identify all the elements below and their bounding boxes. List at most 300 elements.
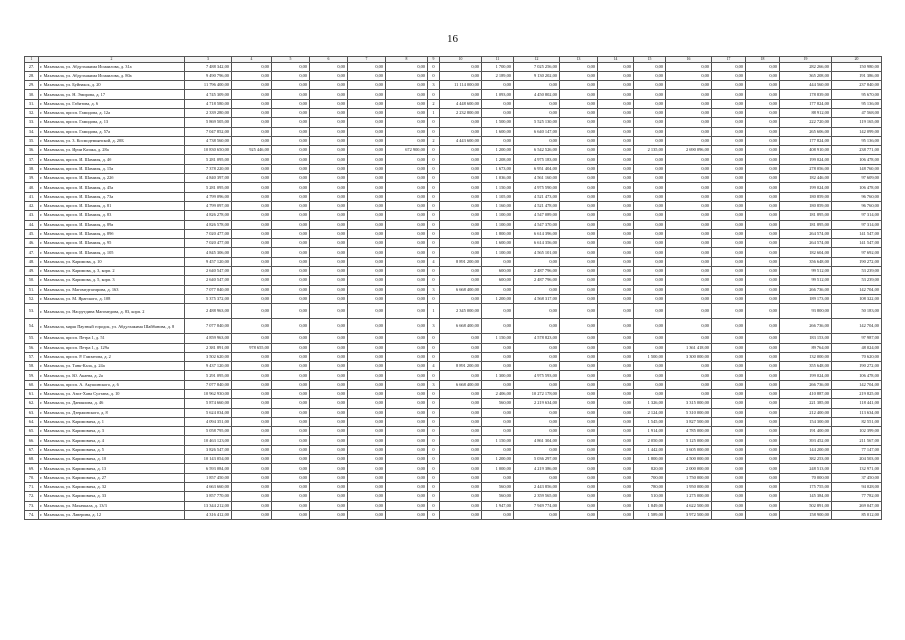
amount-cell: 0,00 [746,371,780,380]
amount-cell: 0,00 [598,164,634,173]
amount-cell: 0,00 [712,257,746,266]
amount-cell: 95 136,00 [832,136,882,145]
amount-cell: 2 690 096,00 [666,146,712,155]
amount-cell: 4 448 600,00 [440,99,482,108]
row-number-cell: 47. [25,248,39,257]
amount-cell: 0,00 [514,427,560,436]
amount-cell: 97 609,00 [832,174,882,183]
amount-cell: 7 047 852,00 [185,127,232,136]
table-row [25,201,882,210]
amount-cell: 0,00 [514,257,560,266]
amount-cell: 0,00 [666,201,712,210]
amount-cell: 0,00 [514,285,560,294]
amount-cell: 0,00 [310,71,348,80]
amount-cell: 113 634,00 [832,408,882,417]
amount-cell: 0,00 [712,427,746,436]
address-cell: г. Махачкала, ул. Каримовича, д. 3 [39,427,185,436]
amount-cell: 264 574,00 [780,239,832,248]
amount-cell: 0,00 [712,319,746,334]
amount-cell: 0,00 [232,174,272,183]
amount-cell: 0,00 [232,390,272,399]
amount-cell: 0,00 [348,257,386,266]
amount-cell: 0,00 [634,380,666,389]
amount-cell: 3 300 000,00 [666,352,712,361]
count-cell: 0 [428,267,440,276]
address-cell: г. Махачкала, ул. Каримовича, д. 5 [39,445,185,454]
table-row [25,267,882,276]
amount-cell: 158 900,00 [780,510,832,519]
amount-cell: 0,00 [272,482,310,491]
amount-cell: 0,00 [310,155,348,164]
amount-cell: 0,00 [232,164,272,173]
amount-cell: 89 764,00 [780,343,832,352]
amount-cell: 0,00 [482,510,514,519]
count-cell: 1 [428,304,440,319]
amount-cell: 0,00 [348,248,386,257]
amount-cell: 0,00 [348,436,386,445]
amount-cell: 0,00 [746,473,780,482]
count-cell: 4 [428,257,440,266]
amount-cell: 0,00 [232,334,272,343]
amount-cell: 0,00 [666,285,712,294]
amount-cell: 0,00 [386,248,428,257]
table-row [25,183,882,192]
amount-cell: 0,00 [348,201,386,210]
address-cell: г. Махачкала, просп. И. Шамиля, д. 89а [39,220,185,229]
amount-cell: 0,00 [440,492,482,501]
count-cell: 0 [428,276,440,285]
amount-cell: 6 614 396,00 [514,229,560,238]
amount-cell: 47 568,00 [832,108,882,117]
amount-cell: 183 153,00 [780,334,832,343]
amount-cell: 0,00 [386,276,428,285]
amount-cell: 0,00 [712,146,746,155]
amount-cell: 0,00 [232,352,272,361]
amount-cell: 0,00 [634,294,666,303]
amount-cell: 0,00 [440,183,482,192]
amount-cell: 2 135,00 [634,146,666,155]
amount-cell: 0,00 [386,201,428,210]
table-row [25,510,882,519]
amount-cell: 0,00 [598,427,634,436]
amount-cell: 2 443 856,00 [514,482,560,491]
amount-cell: 0,00 [386,482,428,491]
amount-cell: 4 547 089,00 [514,211,560,220]
table-row [25,319,882,334]
amount-cell: 0,00 [348,90,386,99]
amount-cell: 0,00 [348,408,386,417]
amount-cell: 0,00 [560,62,598,71]
amount-cell: 0,00 [310,371,348,380]
amount-cell: 356 648,00 [780,257,832,266]
amount-cell: 0,00 [712,81,746,90]
amount-cell: 264 574,00 [780,229,832,238]
amount-cell: 0,00 [598,183,634,192]
amount-cell: 4 568 317,00 [514,294,560,303]
amount-cell: 0,00 [514,473,560,482]
amount-cell: 1 849,00 [634,501,666,510]
amount-cell: 8 891 200,00 [440,362,482,371]
amount-cell: 0,00 [598,71,634,80]
address-cell: г. Махачкала, просп. И. Шамиля, д. 4б [39,155,185,164]
amount-cell: 0,00 [440,71,482,80]
amount-cell: 560,00 [482,399,514,408]
amount-cell: 4 826 578,00 [185,220,232,229]
amount-cell: 0,00 [560,294,598,303]
amount-cell: 0,00 [272,362,310,371]
count-cell: 0 [428,436,440,445]
count-cell: 0 [428,62,440,71]
table-row [25,445,882,454]
column-number-cell: 10 [440,57,482,63]
address-cell: г. Махачкала, ул. Абдулхакима Исмаилова, д. 31а [39,62,185,71]
amount-cell: 0,00 [746,201,780,210]
amount-cell: 0,00 [386,510,428,519]
count-cell: 1 [428,108,440,117]
amount-cell: 0,00 [232,510,272,519]
amount-cell: 0,00 [712,445,746,454]
amount-cell: 0,00 [560,90,598,99]
amount-cell: 0,00 [746,164,780,173]
amount-cell: 0,00 [232,319,272,334]
amount-cell: 0,00 [272,285,310,294]
amount-cell: 0,00 [712,174,746,183]
amount-cell: 142 704,00 [832,285,882,294]
count-cell: 3 [428,81,440,90]
amount-cell: 0,00 [634,127,666,136]
amount-cell: 0,00 [482,319,514,334]
amount-cell: 0,00 [482,99,514,108]
address-cell: г. Махачкала, ул. Каримовича, д. 32 [39,482,185,491]
amount-cell: 0,00 [310,211,348,220]
address-cell: г. Махачкала, ул. Каримовича, д. 1 [39,417,185,426]
amount-cell: 0,00 [272,473,310,482]
amount-cell: 0,00 [386,334,428,343]
row-number-cell: 43. [25,211,39,220]
amount-cell: 5 291 095,00 [185,371,232,380]
amount-cell: 4 561 160,00 [514,174,560,183]
amount-cell: 199 024,00 [780,155,832,164]
amount-cell: 4 500 000,00 [666,455,712,464]
table-row [25,127,882,136]
amount-cell: 0,00 [560,108,598,117]
amount-cell: 0,00 [746,267,780,276]
amount-cell: 0,00 [348,146,386,155]
amount-cell: 0,00 [746,445,780,454]
amount-cell: 355 648,00 [780,362,832,371]
amount-cell: 0,00 [634,201,666,210]
amount-cell: 0,00 [348,482,386,491]
amount-cell: 0,00 [348,343,386,352]
amount-cell: 4 975 590,00 [514,183,560,192]
address-cell: г. Махачкала, ул. Каримовича, д. 10 [39,455,185,464]
amount-cell: 0,00 [514,352,560,361]
amount-cell: 0,00 [232,436,272,445]
row-number-cell: 67. [25,445,39,454]
amount-cell: 0,00 [272,267,310,276]
amount-cell: 0,00 [666,304,712,319]
amount-cell: 4 521 478,00 [514,201,560,210]
address-cell: г. Махачкала, просп. Петра 1, д. 51 [39,334,185,343]
amount-cell: 0,00 [666,192,712,201]
amount-cell: 0,00 [348,99,386,108]
amount-cell: 106 478,00 [832,371,882,380]
amount-cell: 0,00 [712,343,746,352]
amount-cell: 4 861 304,00 [514,436,560,445]
amount-cell: 0,00 [560,183,598,192]
amount-cell: 5 125 000,00 [666,436,712,445]
amount-cell: 0,00 [232,239,272,248]
amount-cell: 0,00 [310,99,348,108]
amount-cell: 2 345 000,00 [440,304,482,319]
address-cell: г. Махачкала, ул. Ю. Акаева, д. 2а [39,371,185,380]
amount-cell: 0,00 [310,408,348,417]
amount-cell: 0,00 [560,127,598,136]
amount-cell: 97 987,00 [832,334,882,343]
amount-cell: 0,00 [712,276,746,285]
amount-cell: 0,00 [746,408,780,417]
amount-cell: 0,00 [598,334,634,343]
count-cell: 4 [428,362,440,371]
amount-cell: 0,00 [348,304,386,319]
amount-cell: 0,00 [514,108,560,117]
amount-cell: 1 361 418,00 [666,343,712,352]
row-number-cell: 48. [25,257,39,266]
amount-cell: 0,00 [348,183,386,192]
amount-cell: 222 720,00 [780,118,832,127]
address-cell: г. Махачкала, ул. 3. Космодемьянской, д. 20Б [39,136,185,145]
amount-cell: 0,00 [666,81,712,90]
amount-cell: 0,00 [634,285,666,294]
amount-cell: 102 399,00 [832,427,882,436]
amount-cell: 0,00 [272,492,310,501]
amount-cell: 0,00 [482,380,514,389]
address-cell: г. Махачкала, просп. Гамидова, д. 13 [39,118,185,127]
row-number-cell: 41. [25,192,39,201]
table-row [25,427,882,436]
amount-cell: 0,00 [232,399,272,408]
amount-cell: 0,00 [440,90,482,99]
amount-cell: 0,00 [712,294,746,303]
amount-cell: 0,00 [440,239,482,248]
amount-cell: 0,00 [272,183,310,192]
amount-cell: 0,00 [560,174,598,183]
amount-cell: 4 578 823,00 [514,334,560,343]
address-cell: г. Махачкала, ул. Каримовича, д. 4 [39,436,185,445]
amount-cell: 0,00 [272,192,310,201]
amount-cell: 0,00 [232,220,272,229]
amount-cell: 1 857 450,00 [185,473,232,482]
amount-cell: 0,00 [272,90,310,99]
amount-cell: 0,00 [440,294,482,303]
amount-cell: 0,00 [598,417,634,426]
amount-cell: 53 239,00 [832,267,882,276]
amount-cell: 0,00 [272,99,310,108]
count-cell: 0 [428,127,440,136]
amount-cell: 6 593 084,00 [185,464,232,473]
amount-cell: 1 326,00 [634,399,666,408]
amount-cell: 0,00 [482,362,514,371]
amount-cell: 0,00 [712,334,746,343]
amount-cell: 1 100,00 [482,220,514,229]
amount-cell: 97 314,00 [832,211,882,220]
amount-cell: 266 736,00 [780,319,832,334]
amount-cell: 0,00 [712,482,746,491]
column-number-cell: 5 [272,57,310,63]
amount-cell: 4 521 473,00 [514,192,560,201]
amount-cell: 190 272,00 [832,362,882,371]
amount-cell: 5 281 095,00 [185,183,232,192]
amount-cell: 0,00 [598,285,634,294]
amount-cell: 0,00 [348,445,386,454]
table-row [25,304,882,319]
amount-cell: 10 830 650,00 [185,146,232,155]
count-cell: 3 [428,285,440,294]
amount-cell: 0,00 [712,492,746,501]
amount-cell: 0,00 [746,90,780,99]
count-cell: 0 [428,174,440,183]
amount-cell: 5 281 095,00 [185,155,232,164]
address-cell: г. Махачкала, ул. Даниялова, д. 46 [39,399,185,408]
row-number-cell: 57. [25,352,39,361]
row-number-cell: 29. [25,81,39,90]
amount-cell: 0,00 [386,445,428,454]
amount-cell: 0,00 [666,229,712,238]
amount-cell: 0,00 [560,399,598,408]
count-cell: 3 [428,319,440,334]
amount-cell: 248 513,00 [780,464,832,473]
amount-cell: 5 525 130,00 [514,118,560,127]
amount-cell: 502 891,00 [780,501,832,510]
amount-cell: 7 077 840,00 [185,285,232,294]
amount-cell: 96 760,00 [832,192,882,201]
amount-cell: 3 315 000,00 [666,399,712,408]
table-row [25,399,882,408]
amount-cell: 0,00 [482,473,514,482]
amount-cell: 382 253,00 [780,455,832,464]
amount-cell: 0,00 [712,455,746,464]
amount-cell: 0,00 [712,436,746,445]
amount-cell: 0,00 [272,445,310,454]
amount-cell: 0,00 [666,257,712,266]
row-number-cell: 30. [25,90,39,99]
amount-cell: 0,00 [232,155,272,164]
column-number-cell: 13 [560,57,598,63]
amount-cell: 0,00 [560,334,598,343]
amount-cell: 0,00 [482,304,514,319]
amount-cell: 7 378 220,00 [185,164,232,173]
count-cell: 0 [428,352,440,361]
amount-cell: 0,00 [348,267,386,276]
amount-cell: 11 796 400,00 [185,81,232,90]
amount-cell: 2 359 565,00 [514,492,560,501]
amount-cell: 6 668 400,00 [440,380,482,389]
count-cell: 0 [428,464,440,473]
row-number-cell: 59. [25,371,39,380]
row-number-cell: 65. [25,427,39,436]
table-row [25,390,882,399]
amount-cell: 0,00 [386,501,428,510]
row-number-cell: 55. [25,334,39,343]
amount-cell: 0,00 [232,211,272,220]
amount-cell: 0,00 [514,380,560,389]
amount-cell: 0,00 [310,380,348,389]
amount-cell: 0,00 [634,248,666,257]
amount-cell: 0,00 [310,482,348,491]
amount-cell: 10 463 123,00 [185,436,232,445]
amount-cell: 0,00 [598,390,634,399]
row-number-cell: 53. [25,304,39,319]
amount-cell: 0,00 [746,319,780,334]
amount-cell: 0,00 [482,352,514,361]
amount-cell: 0,00 [634,267,666,276]
amount-cell: 0,00 [310,220,348,229]
amount-cell: 82 551,00 [832,417,882,426]
count-cell: 2 [428,99,440,108]
amount-cell: 0,00 [386,90,428,99]
amount-cell: 142 704,00 [832,319,882,334]
amount-cell: 148 760,00 [832,164,882,173]
amount-cell: 0,00 [348,276,386,285]
row-number-cell: 32. [25,108,39,117]
amount-cell: 0,00 [272,220,310,229]
amount-cell: 0,00 [560,192,598,201]
amount-cell: 0,00 [560,220,598,229]
amount-cell: 0,00 [482,136,514,145]
row-number-cell: 35. [25,136,39,145]
amount-cell: 0,00 [232,118,272,127]
amount-cell: 212 400,00 [780,408,832,417]
amount-cell: 0,00 [560,464,598,473]
amount-cell: 0,00 [482,285,514,294]
amount-cell: 0,00 [272,319,310,334]
amount-cell: 0,00 [712,136,746,145]
amount-cell: 7 077 840,00 [185,380,232,389]
amount-cell: 0,00 [440,127,482,136]
amount-cell: 1 150,00 [482,334,514,343]
amount-cell: 10 143 054,00 [185,455,232,464]
amount-cell: 0,00 [666,220,712,229]
amount-cell: 1 200,00 [482,294,514,303]
count-cell: 0 [428,482,440,491]
address-cell: г. Махачкала, ул. Каримова, д. 3, корп. 2 [39,267,185,276]
column-number-cell: 16 [666,57,712,63]
amount-cell: 0,00 [440,390,482,399]
count-cell: 0 [428,164,440,173]
amount-cell: 0,00 [712,239,746,248]
amount-cell: 0,00 [560,501,598,510]
amount-cell: 0,00 [272,455,310,464]
amount-cell: 1 600,00 [482,239,514,248]
address-cell: г. Махачкала, просп. Гамидова, д. 12а [39,108,185,117]
amount-cell: 0,00 [272,155,310,164]
amount-cell: 4 565 101,00 [514,248,560,257]
amount-cell: 0,00 [712,108,746,117]
amount-cell: 0,00 [440,501,482,510]
amount-cell: 190 272,00 [832,257,882,266]
amount-cell: 3 502 620,00 [185,352,232,361]
amount-cell: 0,00 [348,362,386,371]
amount-cell: 0,00 [310,436,348,445]
table-row [25,492,882,501]
amount-cell: 0,00 [598,201,634,210]
amount-cell: 0,00 [348,118,386,127]
amount-cell: 0,00 [666,183,712,192]
amount-cell: 0,00 [272,201,310,210]
row-number-cell: 74. [25,510,39,519]
row-number-cell: 31. [25,99,39,108]
amount-cell: 221 385,00 [780,399,832,408]
